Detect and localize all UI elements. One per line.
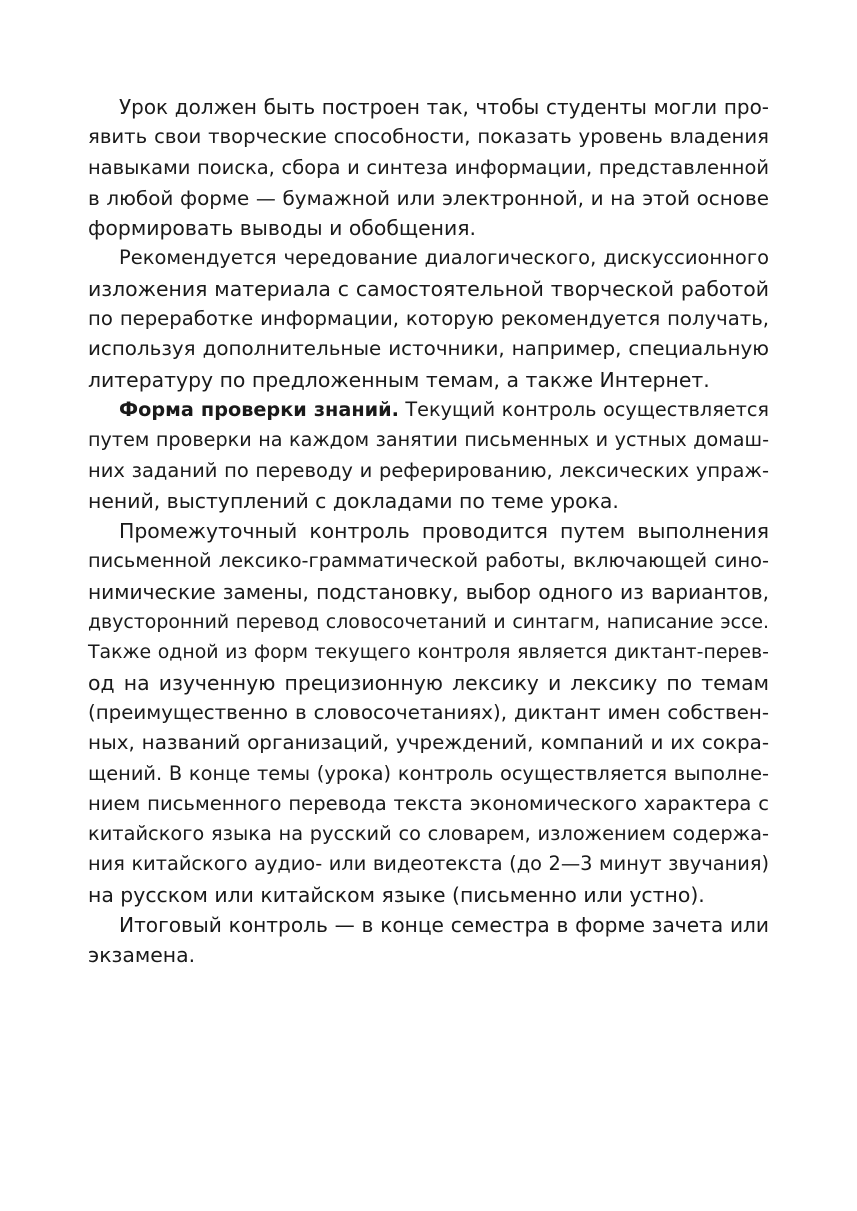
- text-line: щений. В конце темы (урока) контроль осуществляется выполне-: [88, 761, 769, 785]
- text-line: явить свои творческие способности, показать уровень владения: [88, 125, 769, 149]
- text-line: Итоговый контроль — в конце семестра в форме зачета или: [119, 913, 769, 938]
- text-line: Урок должен быть построен так, чтобы студенты могли про-: [119, 95, 769, 119]
- text-line: двусторонний перевод словосочетаний и синтагм, написание эссе.: [88, 611, 769, 634]
- document-page: [88, 92, 769, 971]
- text-line: них заданий по переводу и реферированию, лексических упраж-: [88, 458, 769, 482]
- text-run: Текущий контроль осуществляется: [398, 397, 769, 421]
- paragraph-5: [88, 910, 769, 971]
- paragraph-3: [88, 395, 769, 516]
- text-line: письменной лексико-грамматической работы, включающей сино-: [88, 549, 769, 573]
- text-line: (преимущественно в словосочетаниях), диктант имен собствен-: [88, 700, 769, 724]
- text-line: Рекомендуется чередование диалогического, дискуссионного: [119, 246, 769, 270]
- text-line: используя дополнительные источники, например, специальную: [88, 337, 769, 361]
- text-line: китайского языка на русский со словарем, изложением содержа-: [88, 822, 769, 846]
- text-line: ния китайского аудио- или видеотекста (до 2—3 минут звучания): [88, 852, 769, 876]
- text-line: Промежуточный контроль проводится путем выполнения: [119, 519, 769, 544]
- text-line: нием письменного перевода текста экономического характера с: [88, 791, 769, 815]
- text-line: на русском или китайском языке (письменно или устно).: [88, 882, 705, 907]
- text-line: формировать выводы и обобщения.: [88, 216, 476, 241]
- text-line: навыками поиска, сбора и синтеза информации, представленной: [88, 155, 769, 179]
- text-line: ных, названий организаций, учреждений, компаний и их сокра-: [88, 731, 769, 755]
- text-line: в любой форме — бумажной или электронной, и на этой основе: [88, 185, 769, 210]
- text-line: [88, 395, 769, 425]
- text-line: Также одной из форм текущего контроля является диктант-перев-: [88, 641, 769, 664]
- paragraph-1: [88, 92, 769, 243]
- text-line: нений, выступлений с докладами по теме урока.: [88, 488, 619, 513]
- text-line: путем проверки на каждом занятии письменных и устных домаш-: [88, 428, 769, 452]
- text-line: нимические замены, подстановку, выбор одного из вариантов,: [88, 579, 769, 604]
- text-line: литературу по предложенным темам, а также Интернет.: [88, 367, 710, 392]
- text-line: изложения материала с самостоятельной творческой работой: [88, 276, 769, 301]
- text-line: од на изученную прецизионную лексику и лексику по темам: [88, 670, 769, 695]
- paragraph-2: [88, 243, 769, 394]
- paragraph-4: [88, 516, 769, 910]
- text-line: экзамена.: [88, 943, 196, 968]
- text-line: по переработке информации, которую рекомендуется получать,: [88, 307, 769, 331]
- section-heading: Форма проверки знаний.: [119, 397, 399, 421]
